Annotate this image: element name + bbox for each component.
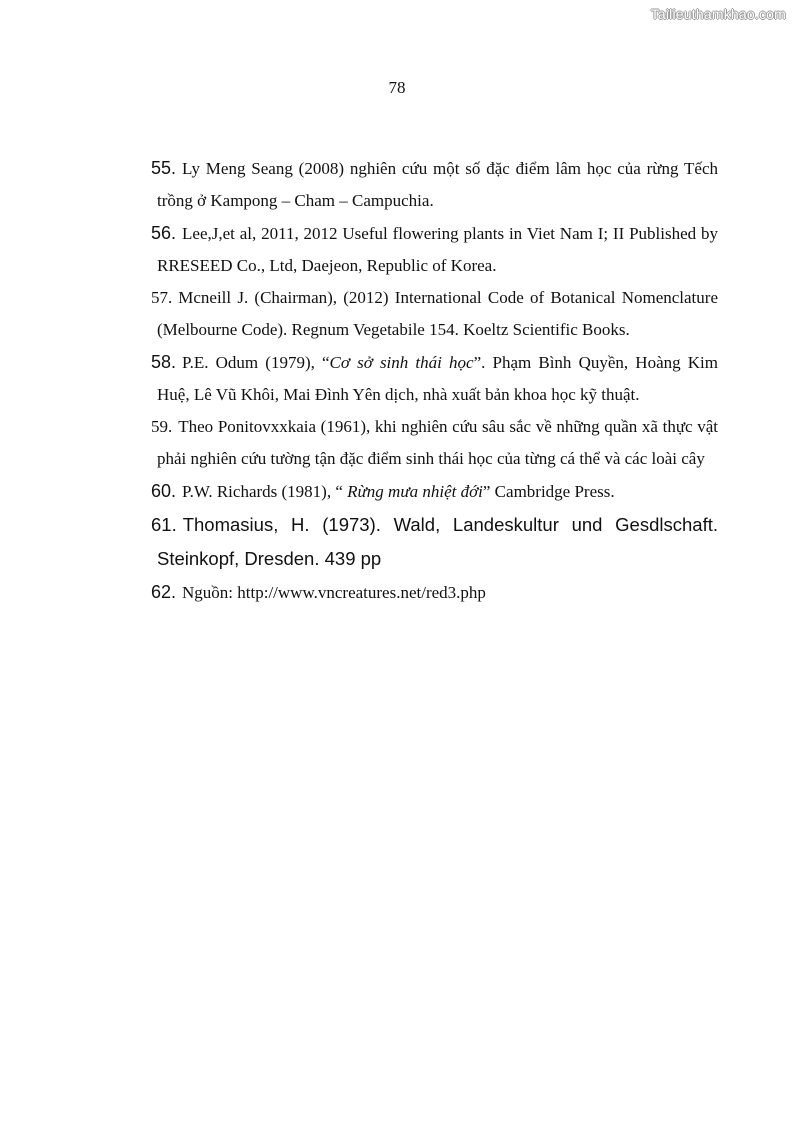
reference-item <box>151 152 718 217</box>
reference-text-pre: P.W. Richards (1981), “ <box>182 482 348 501</box>
reference-title-italic: Rừng mưa nhiệt đới <box>347 482 483 501</box>
reference-number: 55. <box>151 158 177 178</box>
reference-text: Nguồn: http://www.vncreatures.net/red3.php <box>182 583 486 602</box>
reference-text-post: ”. Phạm Bình Quyền, Hoàng Kim Huệ, Lê Vũ Khôi, Mai Đình Yên dịch, nhà xuất bản khoa học kỹ thuật. <box>157 353 718 404</box>
reference-text-post: ” Cambridge Press. <box>482 482 615 501</box>
reference-text: Lee,J,et al, 2011, 2012 Useful flowering plants in Viet Nam I; II Published by RRESEED Co., Ltd, Daejeon, Republic of Korea. <box>157 224 718 275</box>
reference-list <box>151 152 718 609</box>
reference-text: Theo Ponitovxxkaia (1961), khi nghiên cứu sâu sắc về những quần xã thực vật phải nghiên cứu tường tận đặc điểm sinh thái học của từng cá thể và các loài cây <box>157 417 718 468</box>
reference-title-italic: Cơ sở sinh thái học <box>329 353 474 372</box>
reference-item <box>151 282 718 346</box>
reference-text: Thomasius, H. (1973). Wald, Landeskultur und Gesdlschaft. Steinkopf, Dresden. 439 pp <box>157 514 718 569</box>
reference-number: 62. <box>151 582 177 602</box>
reference-number: 58. <box>151 352 177 372</box>
reference-number: 61. <box>151 514 177 535</box>
reference-number: 59. <box>151 417 173 436</box>
reference-number: 56. <box>151 223 177 243</box>
reference-item <box>151 508 718 576</box>
reference-item <box>151 411 718 475</box>
reference-item <box>151 217 718 282</box>
watermark-text: Tailieuthamkhao.com <box>650 6 786 22</box>
reference-number: 60. <box>151 481 177 501</box>
page-number: 78 <box>388 78 406 97</box>
reference-number: 57. <box>151 288 173 307</box>
reference-item <box>151 346 718 411</box>
reference-text: Mcneill J. (Chairman), (2012) International Code of Botanical Nomenclature (Melbourne Code). Regnum Vegetabile 154. Koeltz Scientific Books. <box>157 288 718 339</box>
reference-text-pre: P.E. Odum (1979), “ <box>182 353 330 372</box>
reference-text: Ly Meng Seang (2008) nghiên cứu một số đặc điểm lâm học của rừng Tếch trồng ở Kampong – Cham – Campuchia. <box>157 159 718 210</box>
reference-item <box>151 475 718 508</box>
reference-item <box>151 576 718 609</box>
